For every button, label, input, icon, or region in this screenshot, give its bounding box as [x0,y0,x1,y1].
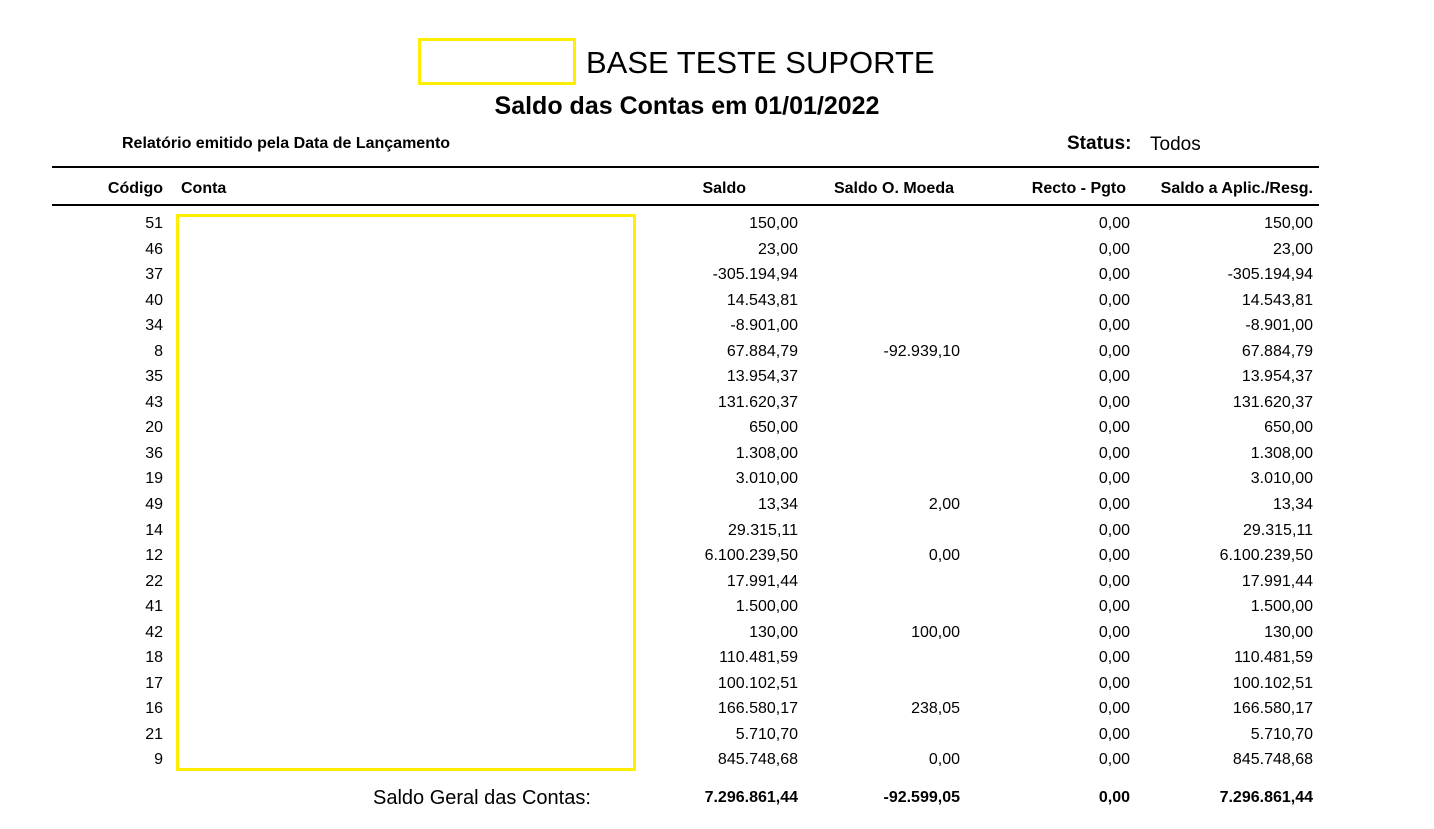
cell-saldo: 1.500,00 [735,598,798,616]
cell-saldo-aplic: 5.710,70 [1250,725,1313,743]
cell-saldo: 110.481,59 [719,649,798,667]
cell-codigo: 43 [145,393,163,411]
cell-saldo: 3.010,00 [735,470,798,488]
column-header-recto-pgto: Recto - Pgto [1031,180,1126,197]
cell-recto-pgto: 0,00 [1098,700,1130,718]
cell-codigo: 14 [145,521,163,539]
cell-saldo-aplic: 3.010,00 [1250,470,1313,488]
cell-saldo: 845.748,68 [717,751,798,769]
cell-saldo: 13,34 [757,496,798,514]
cell-saldo-moeda: 238,05 [911,700,960,718]
cell-recto-pgto: 0,00 [1098,444,1130,462]
cell-recto-pgto: 0,00 [1098,215,1130,232]
cell-recto-pgto: 0,00 [1098,547,1130,565]
cell-recto-pgto: 0,00 [1098,725,1130,743]
cell-saldo-aplic: 845.748,68 [1232,751,1313,769]
cell-codigo: 42 [145,623,163,641]
cell-recto-pgto: 0,00 [1098,649,1130,667]
cell-codigo: 12 [145,547,163,565]
cell-saldo: 5.710,70 [735,725,798,743]
cell-saldo-aplic: 13,34 [1272,496,1313,514]
cell-codigo: 36 [145,444,163,462]
cell-saldo: 650,00 [749,419,798,437]
cell-codigo: 8 [154,342,163,360]
cell-saldo-aplic: 17.991,44 [1241,572,1313,590]
cell-saldo-moeda: 0,00 [928,751,960,769]
cell-saldo-aplic: 1.500,00 [1250,598,1313,616]
cell-recto-pgto: 0,00 [1098,496,1130,514]
cell-saldo-aplic: 67.884,79 [1241,342,1313,360]
cell-recto-pgto: 0,00 [1098,751,1130,769]
cell-recto-pgto: 0,00 [1098,419,1130,437]
header-bottom-rule [52,204,1319,206]
cell-codigo: 18 [145,649,163,667]
cell-saldo-aplic: 110.481,59 [1234,649,1313,667]
cell-codigo: 51 [145,215,163,232]
status-label: Status: [1067,133,1132,154]
cell-saldo-moeda: 100,00 [911,623,960,641]
cell-recto-pgto: 0,00 [1098,291,1130,309]
account-names-redaction-box [176,214,636,771]
cell-recto-pgto: 0,00 [1098,598,1130,616]
cell-saldo-aplic: 14.543,81 [1241,291,1313,309]
cell-recto-pgto: 0,00 [1098,674,1130,692]
cell-saldo: 131.620,37 [717,393,798,411]
total-saldo: 7.296.861,44 [704,789,798,806]
cell-saldo-aplic: 29.315,11 [1243,521,1313,539]
cell-codigo: 19 [145,470,163,488]
cell-saldo: 29.315,11 [728,521,798,539]
column-header-saldo-aplic: Saldo a Aplic./Resg. [1160,180,1313,197]
cell-saldo-aplic: 23,00 [1272,240,1313,258]
cell-saldo-moeda: 0,00 [928,547,960,565]
cell-saldo: 1.308,00 [735,444,798,462]
cell-recto-pgto: 0,00 [1098,342,1130,360]
report-title: Saldo das Contas em 01/01/2022 [494,92,880,120]
total-saldo-aplic: 7.296.861,44 [1219,789,1313,806]
cell-saldo: -8.901,00 [730,317,798,335]
cell-saldo-aplic: 131.620,37 [1232,393,1313,411]
cell-codigo: 34 [145,317,163,335]
cell-saldo: 17.991,44 [726,572,798,590]
column-header-codigo: Código [107,180,163,197]
cell-recto-pgto: 0,00 [1098,266,1130,284]
cell-codigo: 22 [145,572,163,590]
cell-saldo: 23,00 [757,240,798,258]
cell-saldo-aplic: 650,00 [1264,419,1313,437]
cell-recto-pgto: 0,00 [1098,240,1130,258]
total-label: Saldo Geral das Contas: [373,787,591,809]
cell-saldo-aplic: -305.194,94 [1227,266,1313,284]
cell-recto-pgto: 0,00 [1098,521,1130,539]
cell-recto-pgto: 0,00 [1098,393,1130,411]
cell-codigo: 17 [145,674,163,692]
cell-saldo-aplic: 1.308,00 [1250,444,1313,462]
cell-codigo: 46 [145,240,163,258]
cell-recto-pgto: 0,00 [1098,572,1130,590]
cell-codigo: 41 [145,598,163,616]
cell-saldo-moeda: -92.939,10 [883,342,960,360]
cell-codigo: 40 [145,291,163,309]
status-value: Todos [1150,134,1201,155]
cell-codigo: 21 [145,725,163,743]
cell-saldo-aplic: 13.954,37 [1241,368,1313,386]
cell-saldo: 6.100.239,50 [704,547,798,565]
cell-saldo-aplic: 166.580,17 [1232,700,1313,718]
cell-saldo: -305.194,94 [712,266,798,284]
cell-saldo: 130,00 [749,623,798,641]
column-header-saldo-moeda: Saldo O. Moeda [833,180,954,197]
cell-codigo: 16 [145,700,163,718]
cell-saldo-aplic: 6.100.239,50 [1219,547,1313,565]
cell-saldo: 14.543,81 [726,291,798,309]
cell-recto-pgto: 0,00 [1098,623,1130,641]
cell-recto-pgto: 0,00 [1098,317,1130,335]
column-header-saldo: Saldo [702,180,746,197]
cell-codigo: 49 [145,496,163,514]
header-top-rule [52,166,1319,168]
cell-codigo: 20 [145,419,163,437]
cell-codigo: 35 [145,368,163,386]
cell-saldo: 150,00 [749,215,798,232]
company-name: BASE TESTE SUPORTE [586,45,935,80]
cell-recto-pgto: 0,00 [1098,470,1130,488]
logo-redaction-box [418,38,576,85]
total-saldo-moeda: -92.599,05 [883,789,960,806]
cell-saldo-aplic: -8.901,00 [1245,317,1313,335]
column-header-conta: Conta [181,180,227,197]
cell-codigo: 37 [145,266,163,284]
cell-saldo: 166.580,17 [717,700,798,718]
cell-saldo: 100.102,51 [717,674,798,692]
cell-recto-pgto: 0,00 [1098,368,1130,386]
cell-saldo-aplic: 130,00 [1264,623,1313,641]
cell-saldo-moeda: 2,00 [928,496,960,514]
cell-saldo-aplic: 100.102,51 [1232,674,1313,692]
cell-saldo: 67.884,79 [726,342,798,360]
report-subtitle: Relatório emitido pela Data de Lançamento [122,135,451,152]
cell-saldo: 13.954,37 [726,368,798,386]
cell-codigo: 9 [154,751,163,769]
cell-saldo-aplic: 150,00 [1264,215,1313,232]
total-recto-pgto: 0,00 [1098,789,1130,806]
